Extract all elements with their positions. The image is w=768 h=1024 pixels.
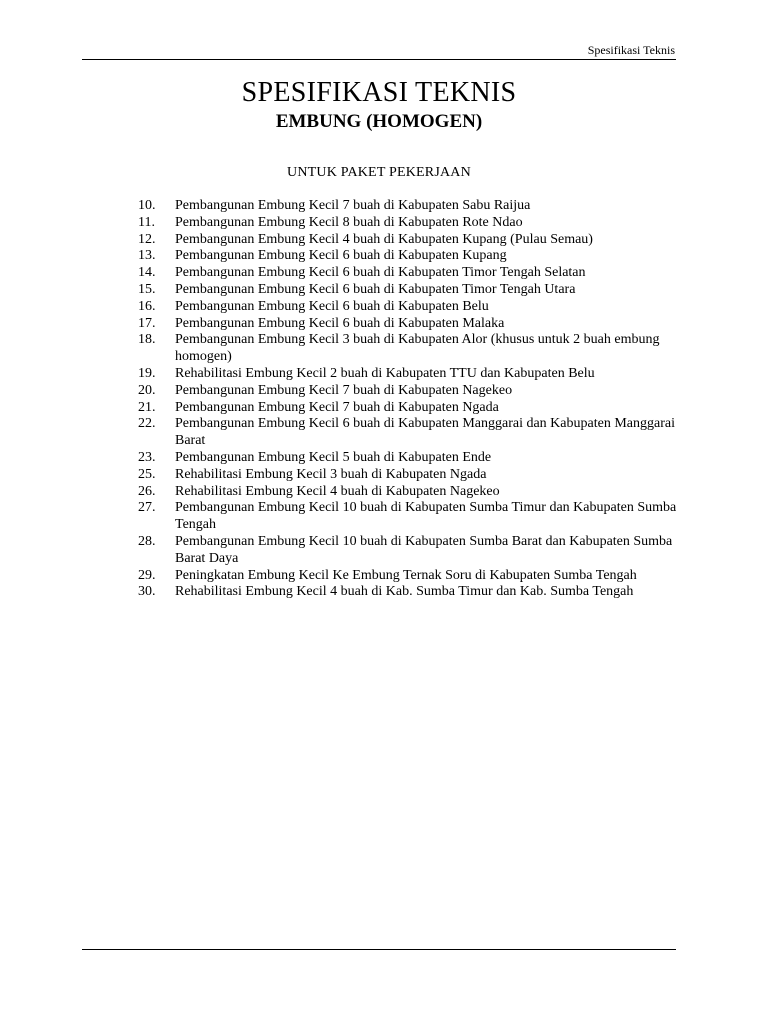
item-number: 21. xyxy=(138,399,156,415)
list-item xyxy=(138,215,690,232)
item-text: Pembangunan Embung Kecil 6 buah di Kabupaten Kupang xyxy=(175,248,507,264)
list-item xyxy=(138,467,690,484)
item-number: 10. xyxy=(138,198,156,213)
item-text: Rehabilitasi Embung Kecil 3 buah di Kabupaten Ngada xyxy=(175,466,487,482)
list-item xyxy=(138,484,690,501)
document-title: SPESIFIKASI TEKNIS xyxy=(241,77,517,108)
item-text: Peningkatan Embung Kecil Ke Embung Ternak Soru di Kabupaten Sumba Tengah xyxy=(175,567,637,583)
item-text: Pembangunan Embung Kecil 6 buah di Kabupaten Manggarai dan Kabupaten Manggarai Barat xyxy=(175,416,675,449)
package-list xyxy=(138,198,690,601)
list-item xyxy=(138,500,690,534)
item-number: 15. xyxy=(138,281,156,297)
item-text: Pembangunan Embung Kecil 7 buah di Kabupaten Sabu Raijua xyxy=(175,198,531,213)
list-item xyxy=(138,198,690,215)
list-item xyxy=(138,248,690,265)
list-item xyxy=(138,282,690,299)
list-item xyxy=(138,299,690,316)
list-item xyxy=(138,568,690,585)
title-block xyxy=(82,76,676,134)
item-text: Pembangunan Embung Kecil 5 buah di Kabupaten Ende xyxy=(175,449,492,465)
item-number: 20. xyxy=(138,382,156,398)
item-number: 30. xyxy=(138,584,156,600)
item-text: Pembangunan Embung Kecil 10 buah di Kabupaten Sumba Barat dan Kabupaten Sumba Barat Daya xyxy=(175,533,673,566)
list-item xyxy=(138,534,690,568)
item-text: Pembangunan Embung Kecil 4 buah di Kabupaten Kupang (Pulau Semau) xyxy=(175,231,593,247)
list-item xyxy=(138,332,690,366)
header-rule xyxy=(82,59,676,60)
item-number: 28. xyxy=(138,533,156,549)
item-text: Pembangunan Embung Kecil 10 buah di Kabupaten Sumba Timur dan Kabupaten Sumba Tengah xyxy=(175,500,677,533)
list-item xyxy=(138,366,690,383)
item-text: Pembangunan Embung Kecil 6 buah di Kabupaten Malaka xyxy=(175,315,505,331)
item-number: 17. xyxy=(138,315,156,331)
item-number: 25. xyxy=(138,466,156,482)
item-text: Pembangunan Embung Kecil 7 buah di Kabupaten Ngada xyxy=(175,399,499,415)
running-header: Spesifikasi Teknis xyxy=(587,43,675,57)
item-number: 29. xyxy=(138,567,156,583)
item-text: Pembangunan Embung Kecil 6 buah di Kabupaten Belu xyxy=(175,298,489,314)
list-item xyxy=(138,584,690,601)
item-number: 26. xyxy=(138,483,156,499)
item-number: 19. xyxy=(138,365,156,381)
item-number: 27. xyxy=(138,500,156,516)
item-number: 11. xyxy=(138,214,155,230)
item-text: Rehabilitasi Embung Kecil 2 buah di Kabupaten TTU dan Kabupaten Belu xyxy=(175,365,595,381)
item-number: 18. xyxy=(138,332,156,348)
item-text: Pembangunan Embung Kecil 6 buah di Kabupaten Timor Tengah Utara xyxy=(175,281,576,297)
list-item xyxy=(138,316,690,333)
item-text: Pembangunan Embung Kecil 8 buah di Kabupaten Rote Ndao xyxy=(175,214,523,230)
list-item xyxy=(138,383,690,400)
footer-rule xyxy=(82,949,676,950)
item-text: Pembangunan Embung Kecil 3 buah di Kabupaten Alor (khusus untuk 2 buah embung homogen) xyxy=(175,332,660,365)
document-subtitle: EMBUNG (HOMOGEN) xyxy=(275,111,483,132)
item-text: Rehabilitasi Embung Kecil 4 buah di Kab. Sumba Timur dan Kab. Sumba Tengah xyxy=(175,584,634,600)
item-number: 16. xyxy=(138,298,156,314)
list-item xyxy=(138,416,690,450)
item-number: 12. xyxy=(138,231,156,247)
section-heading: UNTUK PAKET PEKERJAAN xyxy=(287,165,471,180)
item-text: Rehabilitasi Embung Kecil 4 buah di Kabupaten Nagekeo xyxy=(175,483,500,499)
list-item xyxy=(138,400,690,417)
item-number: 23. xyxy=(138,449,156,465)
item-number: 14. xyxy=(138,265,156,281)
item-text: Pembangunan Embung Kecil 7 buah di Kabupaten Nagekeo xyxy=(175,382,513,398)
list-item xyxy=(138,265,690,282)
item-number: 13. xyxy=(138,248,156,264)
item-number: 22. xyxy=(138,416,156,432)
list-item xyxy=(138,450,690,467)
list-item xyxy=(138,232,690,249)
item-text: Pembangunan Embung Kecil 6 buah di Kabupaten Timor Tengah Selatan xyxy=(175,265,586,281)
